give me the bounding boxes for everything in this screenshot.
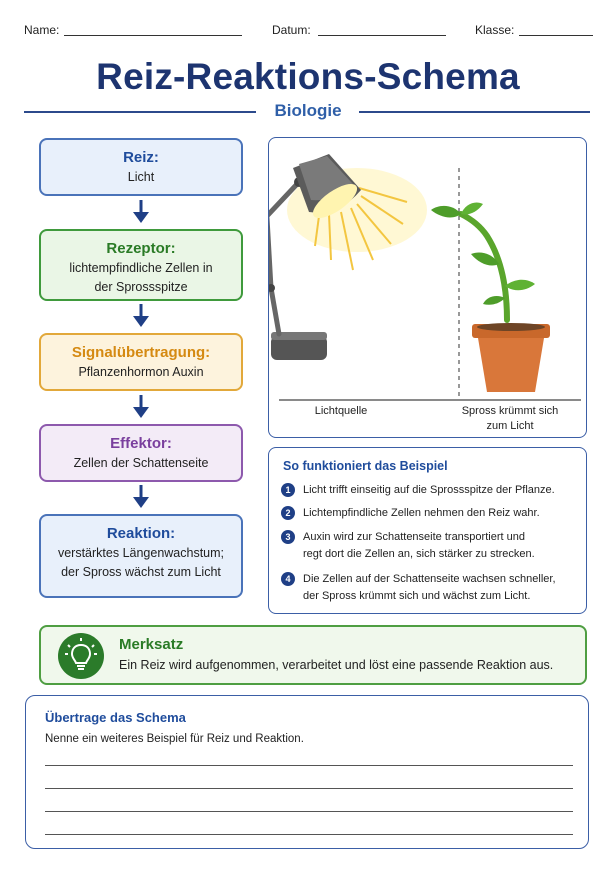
name-field[interactable] <box>64 35 242 36</box>
merksatz-box <box>39 625 587 685</box>
merksatz-text: Ein Reiz wird aufgenommen, verarbeitet und löst eine passende Reaktion aus. <box>119 658 554 672</box>
step-text: der Spross krümmt sich und wächst zum Licht. <box>303 590 531 602</box>
lightbulb-icon <box>58 633 104 679</box>
flow-box-reaktion <box>39 514 243 598</box>
flow-box-text: der Spross wächst zum Licht <box>61 565 221 579</box>
flow-box-text: Zellen der Schattenseite <box>73 456 209 470</box>
step-text: Licht trifft einseitig auf die Sprossspitze der Pflanze. <box>303 484 555 496</box>
flow-box-reiz <box>39 138 243 196</box>
arrow-down-icon <box>131 485 151 509</box>
exercise-prompt: Nenne ein weiteres Beispiel für Reiz und Reaktion. <box>45 733 304 745</box>
label-shoot-line: Spross krümmt sich <box>461 405 559 417</box>
arrow-down-icon <box>131 200 151 224</box>
class-label: Klasse: <box>475 23 515 37</box>
label-shoot-line: zum Licht <box>486 420 534 432</box>
flow-box-text: verstärktes Längenwachstum; <box>57 546 225 560</box>
label-shoot <box>445 404 575 434</box>
flow-box-signal <box>39 333 243 391</box>
arrow-down-icon <box>131 304 151 328</box>
exercise-box <box>25 695 589 849</box>
answer-line[interactable] <box>45 811 573 812</box>
page-title: Reiz-Reaktions-Schema <box>96 56 520 97</box>
explanation-step <box>281 571 581 607</box>
date-field[interactable] <box>318 35 446 36</box>
explanation-box <box>268 447 587 614</box>
plant-icon <box>431 202 550 392</box>
answer-line[interactable] <box>45 788 573 789</box>
exercise-title: Übertrage das Schema <box>45 710 186 725</box>
page-subtitle: Biologie <box>274 101 342 120</box>
flow-box-title: Rezeptor: <box>106 240 176 257</box>
flow-box-title: Reiz: <box>123 149 159 166</box>
class-field[interactable] <box>519 35 593 36</box>
explanation-title: So funktioniert das Beispiel <box>283 459 448 473</box>
answer-line[interactable] <box>45 834 573 835</box>
arrow-down-icon <box>131 395 151 419</box>
flow-box-text: Licht <box>127 170 155 184</box>
step-text: Die Zellen auf der Schattenseite wachsen schneller, <box>303 573 556 585</box>
step-text: Auxin wird zur Schattenseite transportiert und <box>303 531 525 543</box>
explanation-step <box>281 529 581 565</box>
illustration-canvas <box>269 138 587 438</box>
step-number: 2 <box>281 506 295 520</box>
flow-box-text: lichtempfindliche Zellen in <box>69 261 213 275</box>
flow-box-effektor <box>39 424 243 482</box>
phototropism-illustration <box>268 137 587 438</box>
name-label: Name: <box>24 23 60 37</box>
flow-box-text: der Sprossspitze <box>94 280 188 294</box>
answer-line[interactable] <box>45 765 573 766</box>
step-text: regt dort die Zellen an, sich stärker zu strecken. <box>303 548 535 560</box>
flow-box-title: Reaktion: <box>106 525 176 542</box>
step-number: 1 <box>281 483 295 497</box>
label-light-source: Lichtquelle <box>314 405 368 417</box>
date-label: Datum: <box>272 23 311 37</box>
flow-box-title: Effektor: <box>110 435 172 452</box>
explanation-step <box>281 505 581 523</box>
flow-box-title: Signalübertragung: <box>71 344 211 361</box>
merksatz-title: Merksatz <box>119 636 184 653</box>
flow-box-rezeptor <box>39 229 243 301</box>
step-number: 3 <box>281 530 295 544</box>
step-text: Lichtempfindliche Zellen nehmen den Reiz wahr. <box>303 507 540 519</box>
lamp-icon <box>269 154 362 360</box>
explanation-step <box>281 482 581 500</box>
flow-box-text: Pflanzenhormon Auxin <box>78 365 204 379</box>
step-number: 4 <box>281 572 295 586</box>
